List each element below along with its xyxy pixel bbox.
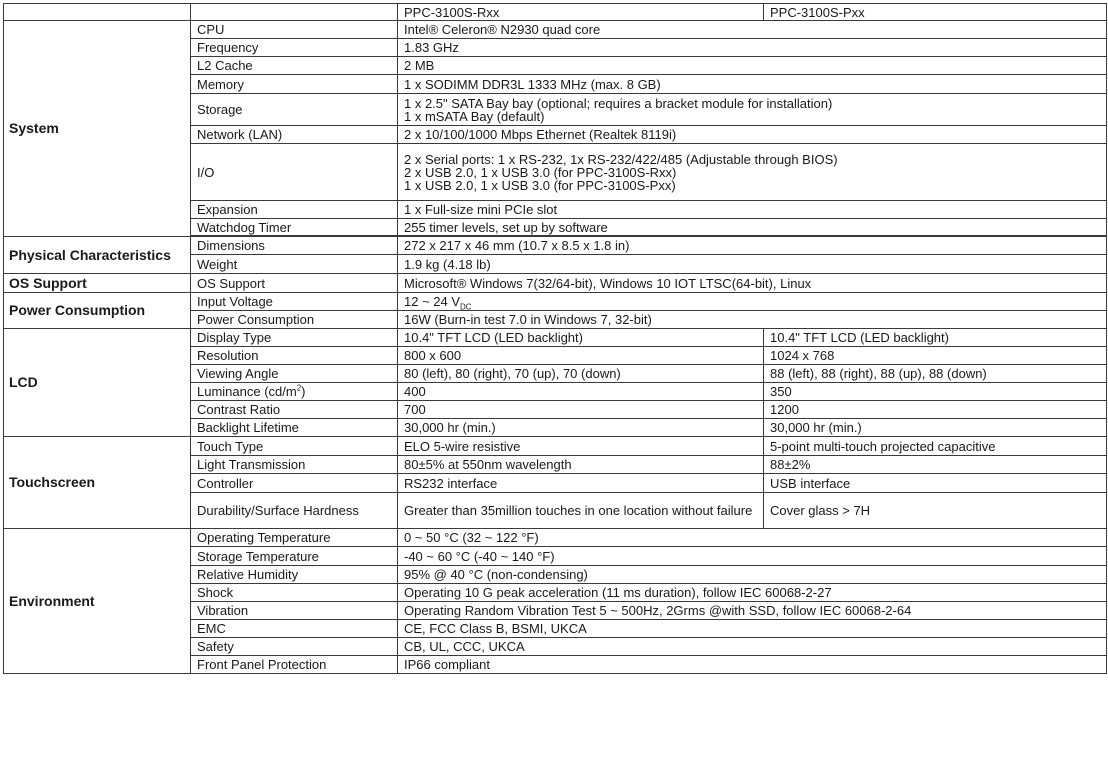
spec-label-luminance bbox=[191, 383, 398, 401]
luminance-label-end: ) bbox=[301, 384, 306, 399]
spec-label-expansion: Expansion bbox=[191, 201, 398, 219]
spec-value-power-consumption: 16W (Burn-in test 7.0 in Windows 7, 32-bit) bbox=[398, 311, 1107, 329]
luminance-label-sup: 2 bbox=[296, 383, 302, 393]
spec-label-emc: EMC bbox=[191, 620, 398, 638]
spec-label-lan: Network (LAN) bbox=[191, 126, 398, 144]
spec-label-io: I/O bbox=[191, 144, 398, 201]
spec-label-power-consumption: Power Consumption bbox=[191, 311, 398, 329]
spec-value-luminance-pxx: 350 bbox=[764, 383, 1107, 401]
spec-label-operating-temp: Operating Temperature bbox=[191, 529, 398, 547]
spec-label-os: OS Support bbox=[191, 274, 398, 293]
spec-label-cpu: CPU bbox=[191, 21, 398, 39]
input-voltage-sub: DC bbox=[460, 302, 472, 311]
spec-value-expansion: 1 x Full-size mini PCIe slot bbox=[398, 201, 1107, 219]
io-line-2: 2 x USB 2.0, 1 x USB 3.0 (for PPC-3100S-Rxx) bbox=[404, 164, 677, 180]
category-os: OS Support bbox=[4, 274, 191, 293]
spec-label-shock: Shock bbox=[191, 584, 398, 602]
header-blank-2 bbox=[191, 4, 398, 21]
spec-value-contrast-rxx: 700 bbox=[398, 401, 764, 419]
spec-label-durability: Durability/Surface Hardness bbox=[191, 493, 398, 529]
spec-row-operating-temp bbox=[4, 529, 1107, 547]
spec-value-touch-type-pxx: 5-point multi-touch projected capacitive bbox=[764, 437, 1107, 456]
header-row bbox=[4, 4, 1107, 21]
spec-value-contrast-pxx: 1200 bbox=[764, 401, 1107, 419]
spec-label-memory: Memory bbox=[191, 75, 398, 94]
spec-label-vibration: Vibration bbox=[191, 602, 398, 620]
spec-row-input-voltage bbox=[4, 293, 1107, 311]
spec-value-touch-type-rxx: ELO 5-wire resistive bbox=[398, 437, 764, 456]
spec-row-cpu bbox=[4, 21, 1107, 39]
spec-label-touch-type: Touch Type bbox=[191, 437, 398, 456]
spec-label-contrast: Contrast Ratio bbox=[191, 401, 398, 419]
spec-value-io bbox=[398, 144, 1107, 201]
category-lcd: LCD bbox=[4, 329, 191, 437]
spec-value-os: Microsoft® Windows 7(32/64-bit), Windows 10 IOT LTSC(64-bit), Linux bbox=[398, 274, 1107, 293]
category-touchscreen: Touchscreen bbox=[4, 437, 191, 529]
spec-label-storage: Storage bbox=[191, 94, 398, 126]
spec-value-viewing-angle-pxx: 88 (left), 88 (right), 88 (up), 88 (down) bbox=[764, 365, 1107, 383]
spec-value-backlight-lifetime-pxx: 30,000 hr (min.) bbox=[764, 419, 1107, 437]
spec-value-viewing-angle-rxx: 80 (left), 80 (right), 70 (up), 70 (down) bbox=[398, 365, 764, 383]
spec-row-display-type bbox=[4, 329, 1107, 347]
input-voltage-text: 12 ~ 24 V bbox=[404, 294, 461, 309]
spec-label-input-voltage: Input Voltage bbox=[191, 293, 398, 311]
spec-label-resolution: Resolution bbox=[191, 347, 398, 365]
header-model-rxx: PPC-3100S-Rxx bbox=[398, 4, 764, 21]
spec-value-watchdog: 255 timer levels, set up by software bbox=[398, 219, 1107, 236]
header-blank-1 bbox=[4, 4, 191, 21]
spec-value-frequency: 1.83 GHz bbox=[398, 39, 1107, 57]
spec-value-resolution-pxx: 1024 x 768 bbox=[764, 347, 1107, 365]
spec-label-controller: Controller bbox=[191, 474, 398, 493]
spec-value-front-panel: IP66 compliant bbox=[398, 656, 1107, 674]
spec-value-weight: 1.9 kg (4.18 lb) bbox=[398, 255, 1107, 274]
spec-value-humidity: 95% @ 40 °C (non-condensing) bbox=[398, 566, 1107, 584]
spec-label-storage-temp: Storage Temperature bbox=[191, 547, 398, 566]
spec-value-display-type-rxx: 10.4" TFT LCD (LED backlight) bbox=[398, 329, 764, 347]
spec-value-input-voltage bbox=[398, 293, 1107, 311]
spec-value-storage bbox=[398, 94, 1107, 126]
spec-value-lan: 2 x 10/100/1000 Mbps Ethernet (Realtek 8119i) bbox=[398, 126, 1107, 144]
spec-label-dimensions: Dimensions bbox=[191, 237, 398, 255]
spec-value-backlight-lifetime-rxx: 30,000 hr (min.) bbox=[398, 419, 764, 437]
spec-label-viewing-angle: Viewing Angle bbox=[191, 365, 398, 383]
spec-label-l2-cache: L2 Cache bbox=[191, 57, 398, 75]
luminance-label-text: Luminance (cd/m bbox=[197, 384, 297, 399]
header-model-pxx: PPC-3100S-Pxx bbox=[764, 4, 1107, 21]
storage-line-2: 1 x mSATA Bay (default) bbox=[404, 108, 545, 124]
spec-value-durability-rxx: Greater than 35million touches in one location without failure bbox=[398, 493, 764, 529]
spec-value-shock: Operating 10 G peak acceleration (11 ms duration), follow IEC 60068-2-27 bbox=[398, 584, 1107, 602]
storage-line-1: 1 x 2.5" SATA Bay bay (optional; requires a bracket module for installation) bbox=[404, 95, 833, 111]
spec-label-display-type: Display Type bbox=[191, 329, 398, 347]
spec-label-front-panel: Front Panel Protection bbox=[191, 656, 398, 674]
spec-label-humidity: Relative Humidity bbox=[191, 566, 398, 584]
spec-row-os bbox=[4, 274, 1107, 293]
spec-label-weight: Weight bbox=[191, 255, 398, 274]
spec-row-touch-type bbox=[4, 437, 1107, 456]
spec-value-dimensions: 272 x 217 x 46 mm (10.7 x 8.5 x 1.8 in) bbox=[398, 237, 1107, 255]
spec-label-backlight-lifetime: Backlight Lifetime bbox=[191, 419, 398, 437]
spec-value-durability-pxx: Cover glass > 7H bbox=[764, 493, 1107, 529]
spec-value-display-type-pxx: 10.4" TFT LCD (LED backlight) bbox=[764, 329, 1107, 347]
category-power: Power Consumption bbox=[4, 293, 191, 329]
io-line-3: 1 x USB 2.0, 1 x USB 3.0 (for PPC-3100S-Pxx) bbox=[404, 177, 676, 193]
spec-value-memory: 1 x SODIMM DDR3L 1333 MHz (max. 8 GB) bbox=[398, 75, 1107, 94]
spec-label-frequency: Frequency bbox=[191, 39, 398, 57]
spec-value-storage-temp: -40 ~ 60 °C (-40 ~ 140 °F) bbox=[398, 547, 1107, 566]
spec-table bbox=[3, 3, 1107, 674]
spec-value-controller-rxx: RS232 interface bbox=[398, 474, 764, 493]
io-line-1: 2 x Serial ports: 1 x RS-232, 1x RS-232/422/485 (Adjustable through BIOS) bbox=[404, 151, 838, 167]
spec-label-light-transmission: Light Transmission bbox=[191, 456, 398, 474]
spec-value-operating-temp: 0 ~ 50 °C (32 ~ 122 °F) bbox=[398, 529, 1107, 547]
spec-value-luminance-rxx: 400 bbox=[398, 383, 764, 401]
spec-value-light-transmission-pxx: 88±2% bbox=[764, 456, 1107, 474]
category-system: System bbox=[4, 21, 191, 237]
spec-value-controller-pxx: USB interface bbox=[764, 474, 1107, 493]
spec-label-safety: Safety bbox=[191, 638, 398, 656]
spec-value-cpu: Intel® Celeron® N2930 quad core bbox=[398, 21, 1107, 39]
spec-row-dimensions bbox=[4, 237, 1107, 255]
category-environment: Environment bbox=[4, 529, 191, 674]
spec-value-l2-cache: 2 MB bbox=[398, 57, 1107, 75]
spec-value-resolution-rxx: 800 x 600 bbox=[398, 347, 764, 365]
spec-value-light-transmission-rxx: 80±5% at 550nm wavelength bbox=[398, 456, 764, 474]
spec-value-safety: CB, UL, CCC, UKCA bbox=[398, 638, 1107, 656]
spec-label-watchdog: Watchdog Timer bbox=[191, 219, 398, 236]
category-physical: Physical Characteristics bbox=[4, 237, 191, 274]
spec-value-emc: CE, FCC Class B, BSMI, UKCA bbox=[398, 620, 1107, 638]
spec-value-vibration: Operating Random Vibration Test 5 ~ 500Hz, 2Grms @with SSD, follow IEC 60068-2-64 bbox=[398, 602, 1107, 620]
